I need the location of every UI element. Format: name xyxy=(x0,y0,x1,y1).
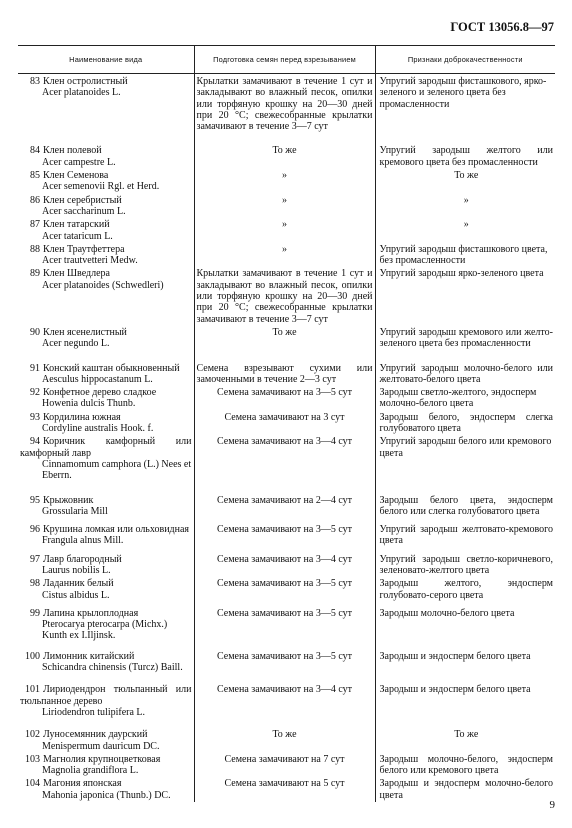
quality-signs-text: Упругий зародыш желтого или кремового цвета без промасленности xyxy=(379,145,553,168)
column-header-prep: Подготовка семян перед взрезыванием xyxy=(194,46,375,74)
species-name: Крыжовник xyxy=(43,494,94,506)
table-row xyxy=(18,74,555,134)
seed-quality-table xyxy=(18,45,555,802)
species-name: Кордилина южная xyxy=(43,411,121,423)
seed-preparation-cell xyxy=(194,326,375,351)
seed-preparation-text: » xyxy=(282,243,287,255)
species-name-cell xyxy=(18,483,194,519)
table-row xyxy=(18,602,555,643)
seed-preparation-text: Семена замачивают на 3—5 сут xyxy=(216,387,353,399)
quality-signs-text: Зародыш желтого, эндосперм голубовато-серого цвета xyxy=(379,578,553,601)
quality-signs-cell xyxy=(375,674,555,719)
table-row xyxy=(18,435,555,482)
seed-preparation-cell xyxy=(194,602,375,643)
row-number: 85 xyxy=(30,170,40,182)
seed-preparation-cell xyxy=(194,777,375,802)
quality-signs-text: Зародыш белого цвета, эндосперм белого или слегка голубоватого цвета xyxy=(379,494,553,517)
quality-signs-text: Упругий зародыш кремового или желто-зеленого цвета без промасленности xyxy=(379,326,553,350)
row-number: 83 xyxy=(30,76,40,87)
species-name-cell xyxy=(18,518,194,548)
species-name: Клен серебристый xyxy=(43,194,122,206)
species-latin-name: Grossularia Mill xyxy=(42,505,108,517)
seed-preparation-text: То же xyxy=(272,729,297,741)
seed-preparation-cell xyxy=(194,169,375,194)
seed-preparation-cell xyxy=(194,674,375,719)
species-name: Клен Траутфеттера xyxy=(43,243,125,255)
table-row xyxy=(18,577,555,602)
species-name-cell xyxy=(18,719,194,753)
quality-signs-text: Упругий зародыш фисташкового цвета, без промасленности xyxy=(379,243,548,267)
species-name: Конфетное дерево сладкое xyxy=(43,387,157,399)
document-header: ГОСТ 13056.8—97 xyxy=(450,20,554,34)
species-name: Клен ясенелистный xyxy=(43,326,127,338)
quality-signs-text: То же xyxy=(454,729,479,741)
species-name: Лапина крылоплодная xyxy=(43,607,139,619)
species-latin-name: Acer saccharinum L. xyxy=(42,205,126,217)
species-name: Крушина ломкая или ольховидная xyxy=(43,524,190,536)
table-row xyxy=(18,218,555,243)
seed-preparation-cell xyxy=(194,518,375,548)
quality-signs-cell xyxy=(375,169,555,194)
species-name: Лимонник китайский xyxy=(43,650,135,662)
quality-signs-cell xyxy=(375,643,555,675)
species-latin-name: Cistus albidus L. xyxy=(42,589,110,601)
species-name: Магнолия крупноцветковая xyxy=(43,753,161,765)
species-name-cell xyxy=(18,548,194,578)
quality-signs-cell xyxy=(375,719,555,753)
seed-preparation-cell xyxy=(194,643,375,675)
seed-preparation-cell xyxy=(194,411,375,436)
species-name-cell xyxy=(18,351,194,387)
seed-preparation-text: Семена замачивают на 3 сут xyxy=(224,411,345,423)
species-name: Лавр благородный xyxy=(43,553,122,565)
quality-signs-text: » xyxy=(463,194,469,206)
species-latin-name: Magnolia grandiflora L. xyxy=(42,765,139,777)
column-header-name: Наименование вида xyxy=(18,46,194,74)
species-latin-name: Liriodendron tulipifera L. xyxy=(42,706,146,718)
species-name-cell xyxy=(18,74,194,134)
species-latin-name: Mahonia japonica (Thunb.) DC. xyxy=(42,789,171,801)
table-row xyxy=(18,386,555,411)
seed-preparation-cell xyxy=(194,719,375,753)
species-latin-name: Schicandra chinensis (Turcz) Baill. xyxy=(42,662,183,674)
quality-signs-cell xyxy=(375,351,555,387)
table-row xyxy=(18,518,555,548)
quality-signs-cell xyxy=(375,218,555,243)
quality-signs-text: Зародыш молочно-белого цвета xyxy=(379,607,515,619)
seed-preparation-text: Семена замачивают на 3—4 сут xyxy=(216,436,353,448)
species-name-cell xyxy=(18,243,194,268)
species-latin-name: Acer platanoides (Schwedleri) xyxy=(42,279,164,291)
seed-preparation-text: Семена замачивают на 3—4 сут xyxy=(216,553,353,565)
seed-preparation-cell xyxy=(194,243,375,268)
quality-signs-text: Зародыш и эндосперм белого цвета xyxy=(379,684,531,696)
table-row xyxy=(18,169,555,194)
column-header-signs: Признаки доброкачественности xyxy=(375,46,555,74)
quality-signs-cell xyxy=(375,74,555,134)
seed-preparation-cell xyxy=(194,194,375,219)
seed-preparation-text: Крылатки замачивают в течение 1 сут и закладывают во влажный песок, опилки или торфяную крошку на 20—30 дней при 20 °С; свежесобранные крылатки замачивают в течение 3—7 сут xyxy=(196,76,373,133)
seed-preparation-text: Семена замачивают на 3—5 сут xyxy=(216,578,353,590)
row-number: 87 xyxy=(30,219,40,231)
quality-signs-text: Упругий зародыш белого или кремового цвета xyxy=(379,436,552,459)
quality-signs-text: Упругий зародыш фисташкового, ярко-зеленого и зеленого цвета без промасленности xyxy=(379,76,547,110)
quality-signs-text: Зародыш и эндосперм молочно-белого цвета xyxy=(379,778,553,801)
table-row xyxy=(18,777,555,802)
species-name: Коричник камфорный или камфорный лавр xyxy=(20,436,192,459)
quality-signs-cell xyxy=(375,753,555,778)
quality-signs-cell xyxy=(375,483,555,519)
row-number: 84 xyxy=(30,145,40,157)
page-number: 9 xyxy=(549,799,555,811)
species-name-cell xyxy=(18,643,194,675)
seed-preparation-text: Крылатки замачивают в течение 1 сут и закладывают во влажный песок, опилки или торфяную крошку на 20—30 дней при 20 °С; свежесобранные крылатки замачивают в течение 3—7 сут xyxy=(196,268,373,325)
species-latin-name: Acer campestre L. xyxy=(42,156,116,168)
species-name: Магония японская xyxy=(43,778,122,790)
seed-preparation-text: Семена замачивают на 7 сут xyxy=(224,753,345,765)
quality-signs-cell xyxy=(375,386,555,411)
row-number: 100 xyxy=(25,650,40,662)
table-row xyxy=(18,411,555,436)
species-name: Клен татарский xyxy=(43,219,110,231)
seed-preparation-cell xyxy=(194,74,375,134)
species-latin-name: Acer tataricum L. xyxy=(42,230,113,242)
table-row xyxy=(18,133,555,169)
seed-preparation-text: Семена замачивают на 3—5 сут xyxy=(216,524,353,536)
row-number: 95 xyxy=(30,494,40,506)
row-number: 99 xyxy=(30,607,40,619)
table-row xyxy=(18,267,555,325)
table-row xyxy=(18,674,555,719)
table-row xyxy=(18,483,555,519)
quality-signs-cell xyxy=(375,435,555,482)
species-name: Ладанник белый xyxy=(43,578,114,590)
seed-preparation-text: Семена замачивают на 3—5 сут xyxy=(216,607,353,619)
seed-preparation-cell xyxy=(194,483,375,519)
table-row xyxy=(18,326,555,351)
quality-signs-cell xyxy=(375,518,555,548)
seed-preparation-cell xyxy=(194,548,375,578)
species-latin-name: Acer negundo L. xyxy=(42,338,110,350)
row-number: 98 xyxy=(30,578,40,590)
row-number: 101 xyxy=(25,684,40,696)
row-number: 89 xyxy=(30,268,40,280)
quality-signs-cell xyxy=(375,326,555,351)
table-row xyxy=(18,719,555,753)
quality-signs-cell xyxy=(375,411,555,436)
species-latin-name: Acer trautvetteri Medw. xyxy=(42,255,138,267)
species-name-cell xyxy=(18,267,194,325)
table-header-row xyxy=(18,46,555,74)
quality-signs-cell xyxy=(375,777,555,802)
seed-preparation-text: » xyxy=(282,170,287,182)
seed-preparation-text: » xyxy=(282,194,287,206)
row-number: 86 xyxy=(30,194,40,206)
species-name: Лириодендрон тюльпанный или тюльпанное дерево xyxy=(20,684,192,707)
seed-preparation-text: Семена взрезывают сухими или замоченными в течение 2—3 сут xyxy=(196,362,373,385)
species-latin-name: Acer semenovii Rgl. et Herd. xyxy=(42,181,160,193)
table-row xyxy=(18,243,555,268)
quality-signs-text: » xyxy=(463,219,469,231)
species-latin-name: Frangula alnus Mill. xyxy=(42,535,124,547)
species-name: Конский каштан обыкновенный xyxy=(43,362,180,374)
seed-preparation-cell xyxy=(194,351,375,387)
table-row xyxy=(18,548,555,578)
species-name: Клен Шведлера xyxy=(43,268,110,280)
seed-preparation-cell xyxy=(194,386,375,411)
quality-signs-cell xyxy=(375,267,555,325)
row-number: 92 xyxy=(30,387,40,399)
row-number: 96 xyxy=(30,524,40,536)
species-name-cell xyxy=(18,133,194,169)
quality-signs-cell xyxy=(375,548,555,578)
quality-signs-text: Упругий зародыш ярко-зеленого цвета xyxy=(379,268,544,280)
seed-preparation-cell xyxy=(194,577,375,602)
seed-preparation-text: » xyxy=(282,219,287,231)
seed-preparation-text: Семена замачивают на 3—4 сут xyxy=(216,684,353,696)
species-name: Клен Семенова xyxy=(43,170,109,182)
quality-signs-text: Зародыш светло-желтого, эндосперм молочно-белого цвета xyxy=(379,387,537,410)
row-number: 91 xyxy=(30,362,40,374)
table-row xyxy=(18,351,555,387)
quality-signs-cell xyxy=(375,194,555,219)
table-row xyxy=(18,194,555,219)
species-name-cell xyxy=(18,218,194,243)
species-latin-name: Laurus nobilis L. xyxy=(42,564,111,576)
species-name-cell xyxy=(18,326,194,351)
seed-preparation-cell xyxy=(194,753,375,778)
table-row xyxy=(18,753,555,778)
quality-signs-text: Зародыш и эндосперм белого цвета xyxy=(379,650,531,662)
species-latin-name: Aesculus hippocastanum L. xyxy=(42,373,153,385)
seed-preparation-text: Семена замачивают на 2—4 сут xyxy=(216,494,353,506)
row-number: 94 xyxy=(30,436,40,448)
species-latin-name: Cinnamomum camphora (L.) Nees et Eberrn. xyxy=(42,458,192,482)
quality-signs-cell xyxy=(375,243,555,268)
row-number: 103 xyxy=(25,753,40,765)
seed-preparation-cell xyxy=(194,435,375,482)
seed-preparation-text: Семена замачивают на 5 сут xyxy=(224,778,345,790)
species-latin-name: Pterocarya pterocarpa (Michx.) Kunth ex I.Iljinsk. xyxy=(42,619,168,642)
quality-signs-cell xyxy=(375,602,555,643)
row-number: 88 xyxy=(30,243,40,255)
row-number: 102 xyxy=(25,729,40,741)
species-name: Клен полевой xyxy=(43,145,102,157)
species-name-cell xyxy=(18,777,194,802)
row-number: 97 xyxy=(30,553,40,565)
species-name-cell xyxy=(18,753,194,778)
species-name-cell xyxy=(18,674,194,719)
species-name-cell xyxy=(18,194,194,219)
table-row xyxy=(18,643,555,675)
species-name: Клен остролистный xyxy=(43,76,128,87)
species-name-cell xyxy=(18,602,194,643)
species-latin-name: Howenia dulcis Thunb. xyxy=(42,398,136,410)
species-name-cell xyxy=(18,577,194,602)
quality-signs-cell xyxy=(375,577,555,602)
species-name-cell xyxy=(18,435,194,482)
species-latin-name: Acer platanoides L. xyxy=(42,87,121,99)
quality-signs-text: То же xyxy=(454,170,479,182)
seed-preparation-text: Семена замачивают на 3—5 сут xyxy=(216,650,353,662)
species-name-cell xyxy=(18,169,194,194)
quality-signs-text: Упругий зародыш светло-коричневого, зеленовато-желтого цвета xyxy=(379,553,553,576)
species-latin-name: Cordyline australis Hook. f. xyxy=(42,423,154,435)
seed-preparation-text: То же xyxy=(272,326,297,338)
seed-preparation-cell xyxy=(194,133,375,169)
row-number: 90 xyxy=(30,326,40,338)
row-number: 93 xyxy=(30,411,40,423)
quality-signs-cell xyxy=(375,133,555,169)
species-name: Луносемянник даурский xyxy=(43,729,148,741)
quality-signs-text: Упругий зародыш желтовато-кремового цвета xyxy=(379,524,553,547)
seed-preparation-cell xyxy=(194,218,375,243)
species-latin-name: Menispermum dauricum DC. xyxy=(42,740,160,752)
species-name-cell xyxy=(18,411,194,436)
row-number: 104 xyxy=(25,778,40,790)
quality-signs-text: Зародыш молочно-белого, эндосперм белого или кремового цвета xyxy=(379,753,553,777)
quality-signs-text: Упругий зародыш молочно-белого или желтовато-белого цвета xyxy=(379,362,553,385)
seed-preparation-cell xyxy=(194,267,375,325)
quality-signs-text: Зародыш белого, эндосперм слегка голубоватого цвета xyxy=(379,411,553,435)
species-name-cell xyxy=(18,386,194,411)
seed-preparation-text: То же xyxy=(272,145,297,157)
